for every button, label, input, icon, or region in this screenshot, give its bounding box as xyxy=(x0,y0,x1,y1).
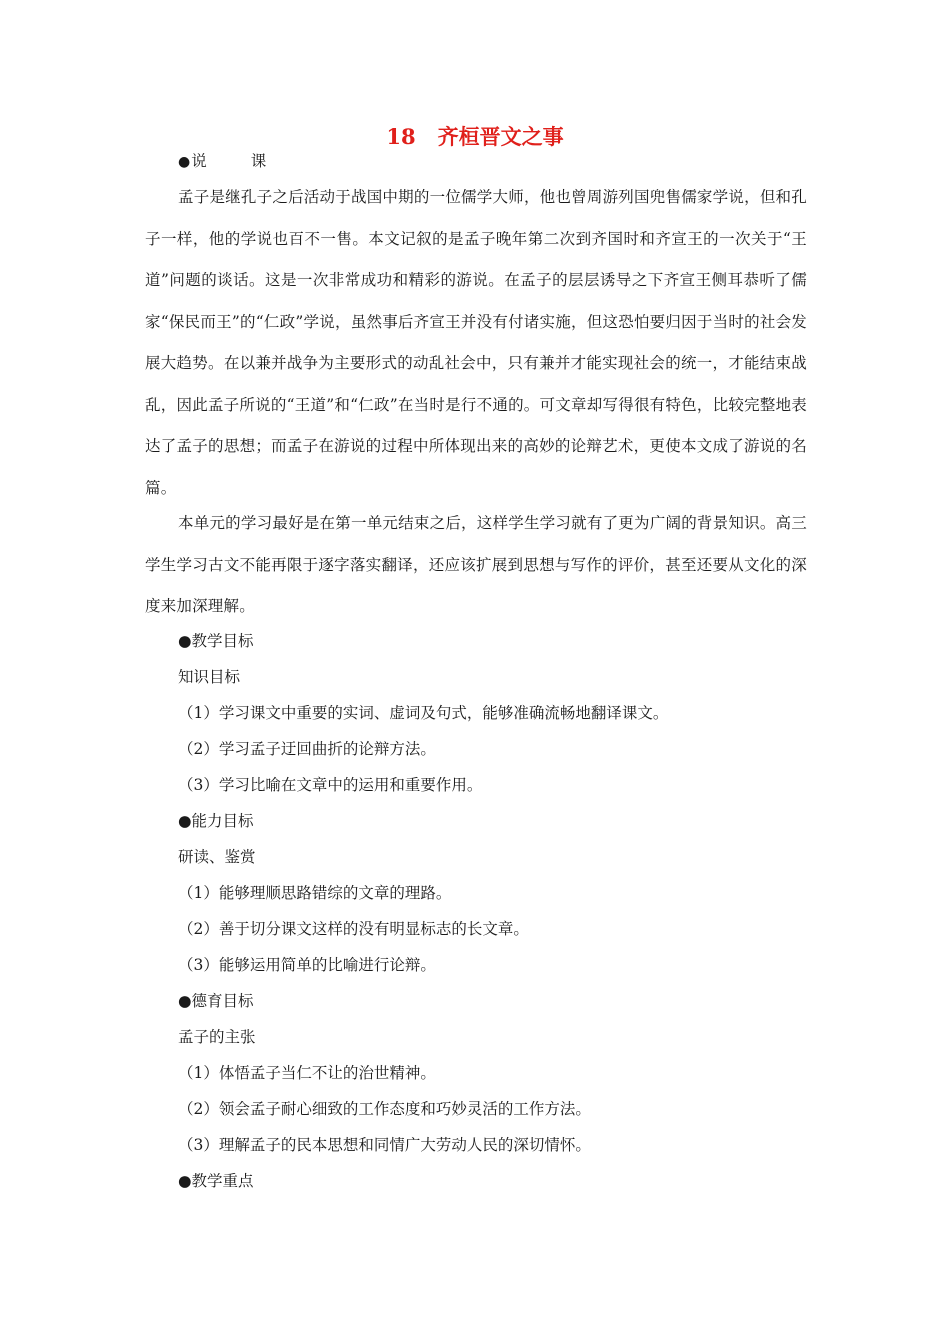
section-heading-teaching-goals: ●教学目标 xyxy=(178,632,254,650)
list-item: （1）能够理顺思路错综的文章的理路。 xyxy=(178,884,452,902)
section-heading-shuoke xyxy=(178,149,266,174)
list-item: （2）善于切分课文这样的没有明显标志的长文章。 xyxy=(178,920,529,938)
list-item: （1）体悟孟子当仁不让的治世精神。 xyxy=(178,1064,436,1082)
intro-paragraph-2: 本单元的学习最好是在第一单元结束之后，这样学生学习就有了更为广阔的背景知识。高三学生学习古文不能再限于逐字落实翻译，还应该扩展到思想与写作的评价，甚至还要从文化的深度来加深理解。 xyxy=(145,514,807,615)
heading-part-1: 说 xyxy=(191,152,207,170)
knowledge-goals-label: 知识目标 xyxy=(178,668,241,686)
list-item: （2）领会孟子耐心细致的工作态度和巧妙灵活的工作方法。 xyxy=(178,1100,591,1118)
intro-paragraph-1: 孟子是继孔子之后活动于战国中期的一位儒学大师，他也曾周游列国兜售儒家学说，但和孔子一样，他的学说也百不一售。本文记叙的是孟子晚年第二次到齐国时和齐宣王的一次关于“王道”问题的谈话。这是一次非常成功和精彩的游说。在孟子的层层诱导之下齐宣王侧耳恭听了儒家“保民而王”的“仁政”学说，虽然事后齐宣王并没有付诸实施，但这恐怕要归因于当时的社会发展大趋势。在以兼并战争为主要形式的动乱社会中，只有兼并才能实现社会的统一，才能结束战乱，因此孟子所说的“王道”和“仁政”在当时是行不通的。可文章却写得很有特色，比较完整地表达了孟子的思想；而孟子在游说的过程中所体现出来的高妙的论辩艺术，更使本文成了游说的名篇。 xyxy=(145,188,807,497)
section-heading-ability-goals: ●能力目标 xyxy=(178,812,254,830)
list-item: （3）能够运用简单的比喻进行论辩。 xyxy=(178,956,436,974)
moral-goals-label: 孟子的主张 xyxy=(178,1028,256,1046)
ability-goals-label: 研读、鉴赏 xyxy=(178,848,256,866)
list-item: （2）学习孟子迂回曲折的论辩方法。 xyxy=(178,740,436,758)
bullet-icon: ● xyxy=(178,154,191,170)
section-heading-teaching-focus: ●教学重点 xyxy=(178,1172,254,1190)
lesson-title-text: 齐桓晋文之事 xyxy=(437,124,564,149)
heading-part-2: 课 xyxy=(250,152,267,170)
lesson-title xyxy=(0,121,950,153)
list-item: （1）学习课文中重要的实词、虚词及句式，能够准确流畅地翻译课文。 xyxy=(178,704,669,722)
lesson-number: 18 xyxy=(386,124,416,149)
section-heading-moral-goals: ●德育目标 xyxy=(178,992,254,1010)
list-item: （3）理解孟子的民本思想和同情广大劳动人民的深切情怀。 xyxy=(178,1136,591,1154)
list-item: （3）学习比喻在文章中的运用和重要作用。 xyxy=(178,776,483,794)
